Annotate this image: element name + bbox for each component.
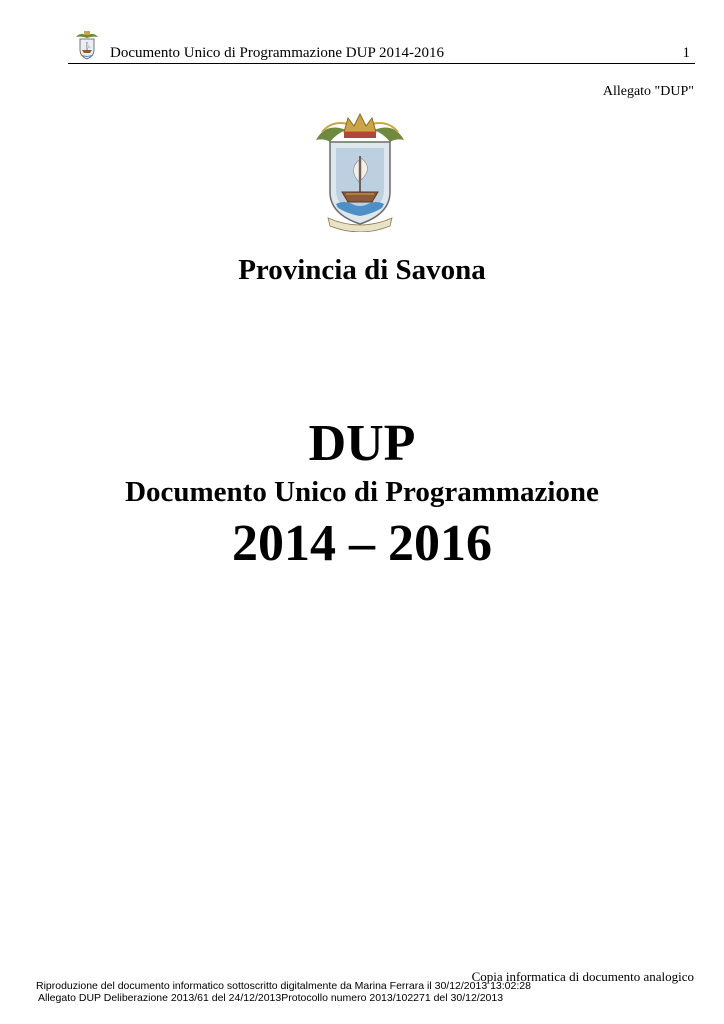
document-title: DUP xyxy=(308,415,416,472)
coat-of-arms-icon xyxy=(312,110,408,232)
copy-note: Copia informatica di documento analogico xyxy=(471,969,694,984)
province-name: Provincia di Savona xyxy=(238,254,486,286)
header-title: Documento Unico di Programmazione DUP 2014-2016 xyxy=(110,45,444,61)
document-subtitle: Documento Unico di Programmazione xyxy=(125,476,599,508)
protocol-line: Allegato DUP Deliberazione 2013/61 del 24/12/2013Protocollo numero 2013/102271 del 30/12/2013 xyxy=(38,992,504,1004)
document-years: 2014 – 2016 xyxy=(232,515,492,572)
page-number: 1 xyxy=(682,45,690,61)
header-coat-of-arms-icon xyxy=(72,28,102,62)
attachment-label: Allegato "DUP" xyxy=(602,84,694,99)
signature-line: Riproduzione del documento informatico sottoscritto digitalmente da Marina Ferrara il 30/12/2013 13:02:28 xyxy=(36,980,531,992)
header-divider xyxy=(68,63,695,64)
